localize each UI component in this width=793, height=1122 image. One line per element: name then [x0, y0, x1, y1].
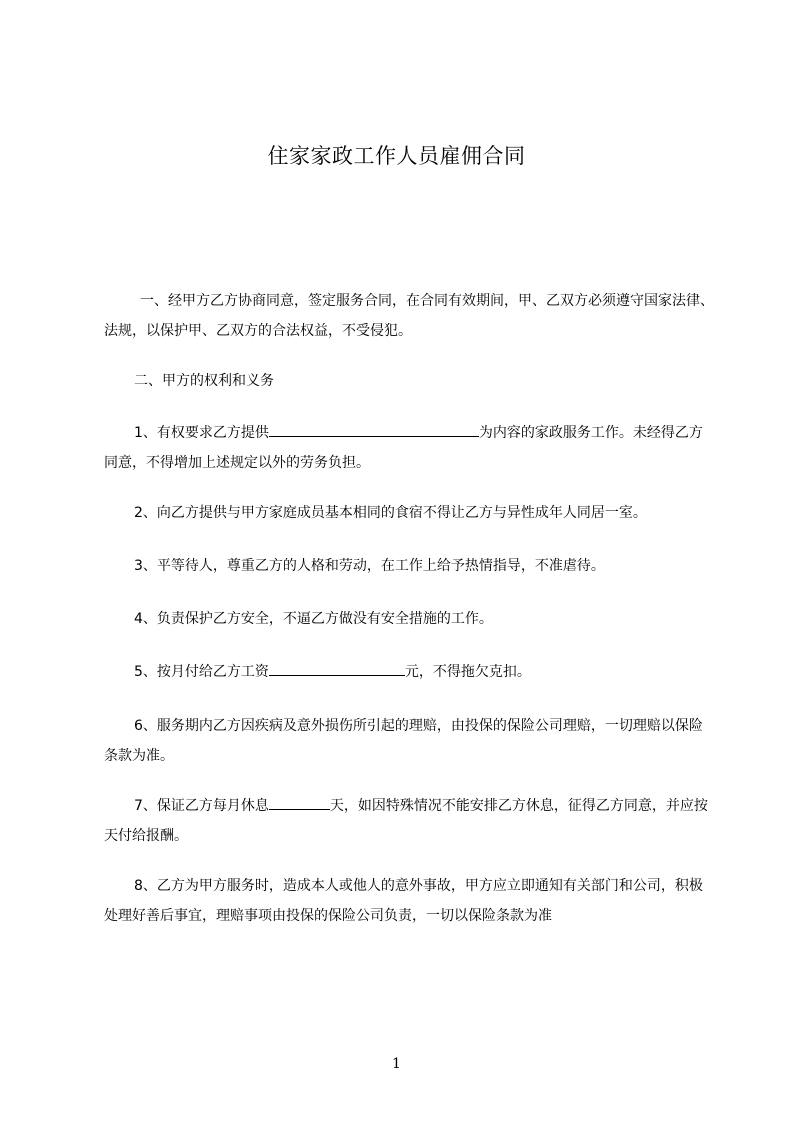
- section-1-paragraph: [104, 286, 714, 346]
- clause-1: [104, 418, 714, 478]
- clause-1-text-after: 为内容的家政服务工作。未经得乙方同意，不得增加上述规定以外的劳务负担。: [104, 425, 703, 471]
- page-number: 1: [392, 1056, 401, 1072]
- section-1-text: 一、经甲方乙方协商同意，签定服务合同，在合同有效期间，甲、乙双方必须遵守国家法律、法规，以保护甲、乙双方的合法权益，不受侵犯。: [104, 293, 714, 339]
- clause-5-salary-blank[interactable]: [269, 661, 405, 676]
- clause-2: [104, 498, 714, 528]
- clause-5: [104, 657, 714, 687]
- clause-6-text: 6、服务期内乙方因疾病及意外损伤所引起的理赔，由投保的保险公司理赔，一切理赔以保险条款为准。: [104, 718, 703, 764]
- clause-1-text-before: 1、有权要求乙方提供: [134, 425, 269, 441]
- clause-4: [104, 604, 714, 634]
- section-2-heading-text: 二、甲方的权利和义务: [134, 373, 274, 389]
- clause-7-text-after: 天，如因特殊情况不能安排乙方休息，征得乙方同意，并应按天付给报酬。: [104, 798, 708, 844]
- document-title: 住家家政工作人员雇佣合同: [267, 144, 526, 168]
- clause-4-text: 4、负责保护乙方安全，不逼乙方做没有安全措施的工作。: [134, 611, 493, 627]
- clause-3-text: 3、平等待人，尊重乙方的人格和劳动，在工作上给予热情指导，不准虐待。: [134, 558, 605, 574]
- clause-7-text-before: 7、保证乙方每月休息: [134, 798, 269, 814]
- clause-8: [104, 871, 714, 931]
- clause-2-text: 2、向乙方提供与甲方家庭成员基本相同的食宿不得让乙方与异性成年人同居一室。: [134, 505, 647, 521]
- section-2-heading: [104, 366, 714, 396]
- clause-1-service-blank[interactable]: [269, 422, 479, 437]
- clause-8-text: 8、乙方为甲方服务时，造成本人或他人的意外事故，甲方应立即通知有关部门和公司，积极处理好善后事宜，理赔事项由投保的保险公司负责，一切以保险条款为准: [104, 878, 703, 924]
- clause-5-text-after: 元，不得拖欠克扣。: [404, 664, 531, 680]
- clause-7: [104, 791, 714, 851]
- clause-3: [104, 551, 714, 581]
- clause-5-text-before: 5、按月付给乙方工资: [134, 664, 269, 680]
- clause-7-rest-days-blank[interactable]: [269, 795, 330, 810]
- clause-6: [104, 711, 714, 771]
